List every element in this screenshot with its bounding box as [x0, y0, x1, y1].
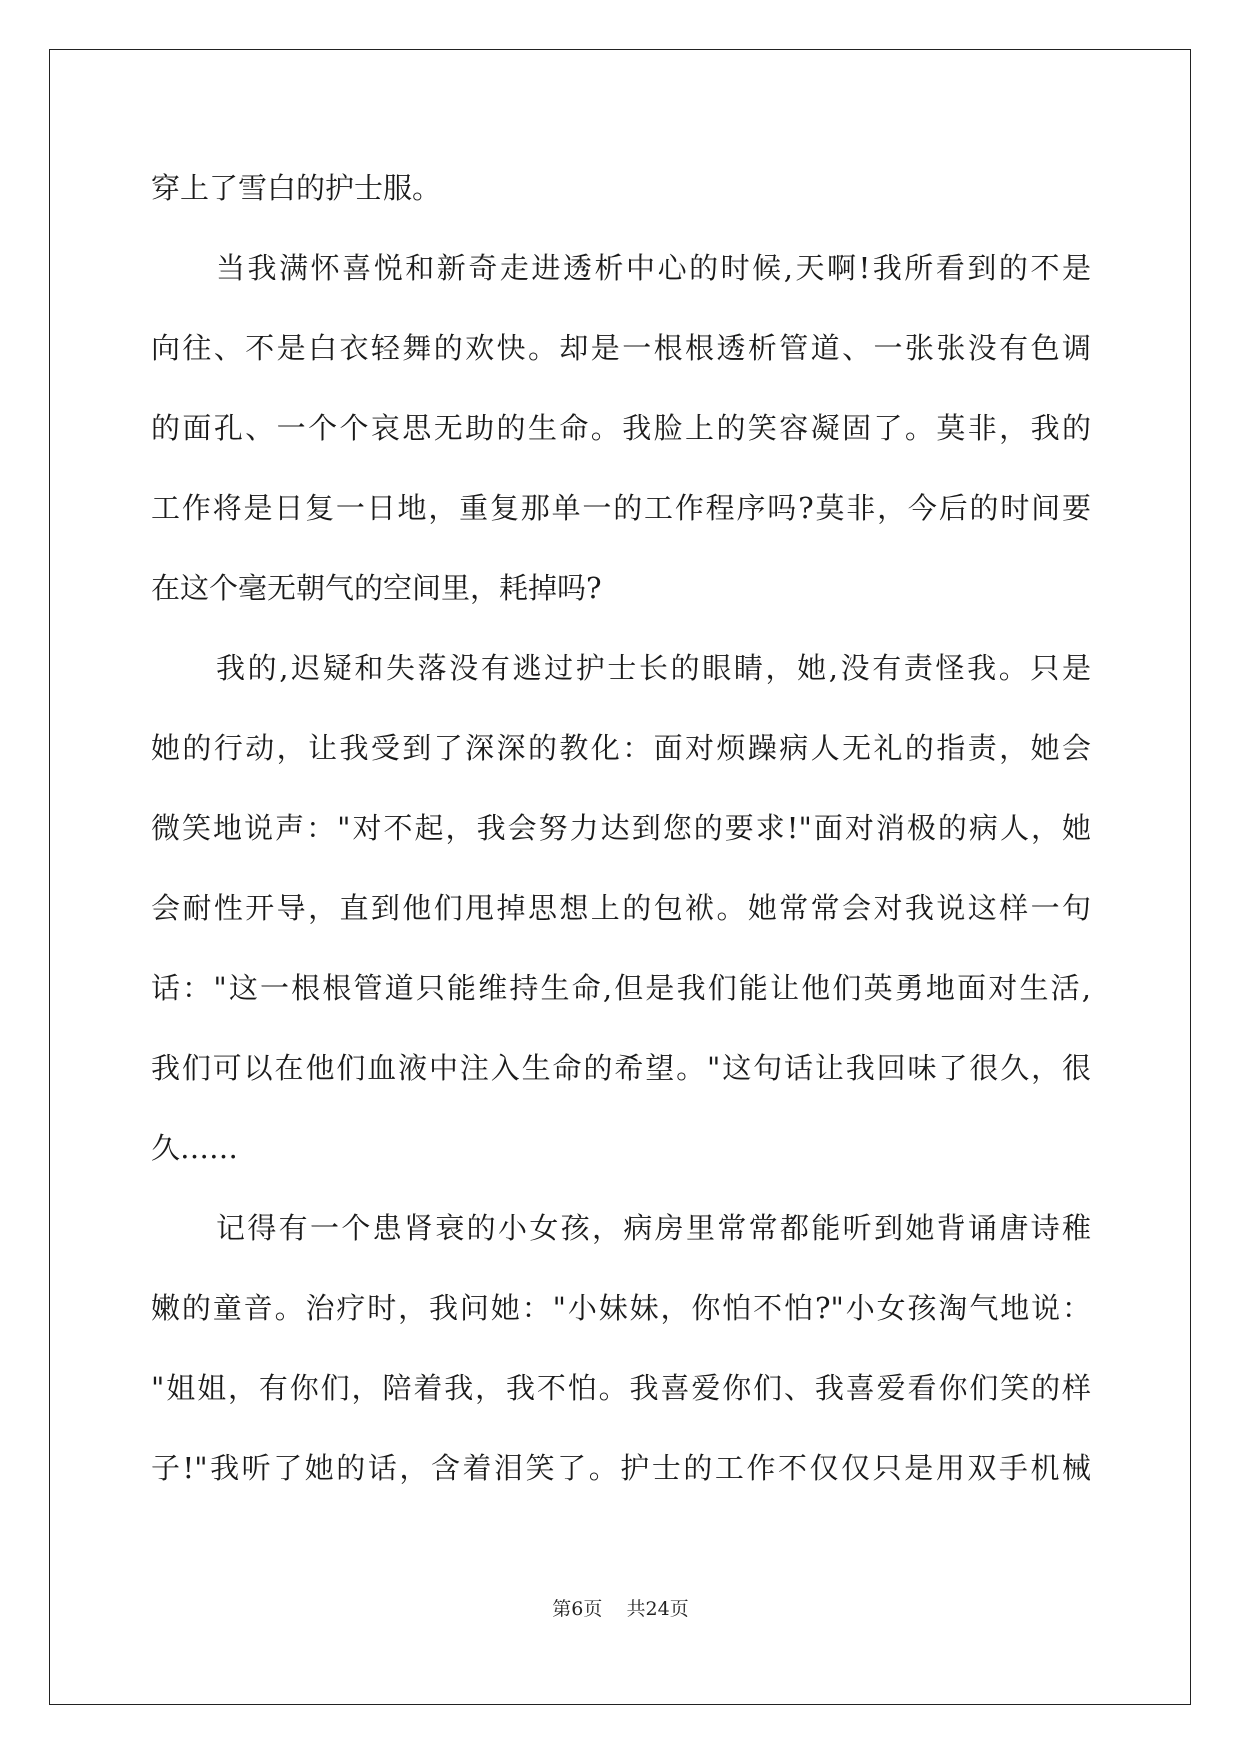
- text-line: 我们可以在他们血液中注入生命的希望。"这句话让我回味了很久，很: [151, 1051, 1091, 1085]
- text-line: 子!"我听了她的话，含着泪笑了。护士的工作不仅仅只是用双手机械: [151, 1451, 1091, 1485]
- text-line: 她的行动，让我受到了深深的教化：面对烦躁病人无礼的指责，她会: [151, 731, 1091, 765]
- paragraph-first-line: 当我满怀喜悦和新奇走进透析中心的时候,天啊!我所看到的不是: [216, 251, 1091, 285]
- page-number-footer: 第6页 共24页: [552, 1598, 689, 1620]
- text-line: 工作将是日复一日地，重复那单一的工作程序吗?莫非，今后的时间要: [151, 491, 1091, 525]
- text-line: 话："这一根根管道只能维持生命,但是我们能让他们英勇地面对生活,: [151, 971, 1091, 1005]
- paragraph-first-line: 记得有一个患肾衰的小女孩，病房里常常都能听到她背诵唐诗稚: [216, 1211, 1091, 1245]
- text-line: 穿上了雪白的护士服。: [151, 171, 442, 205]
- text-line: 久……: [151, 1131, 239, 1165]
- text-line: "姐姐，有你们，陪着我，我不怕。我喜爱你们、我喜爱看你们笑的样: [151, 1371, 1091, 1405]
- text-line: 微笑地说声："对不起，我会努力达到您的要求!"面对消极的病人，她: [151, 811, 1091, 845]
- text-line: 的面孔、一个个哀思无助的生命。我脸上的笑容凝固了。莫非，我的: [151, 411, 1091, 445]
- text-line: 嫩的童音。治疗时，我问她："小妹妹，你怕不怕?"小女孩淘气地说：: [151, 1291, 1091, 1325]
- text-line: 在这个毫无朝气的空间里，耗掉吗?: [151, 571, 602, 605]
- text-line: 向往、不是白衣轻舞的欢快。却是一根根透析管道、一张张没有色调: [151, 331, 1091, 365]
- paragraph-first-line: 我的,迟疑和失落没有逃过护士长的眼睛，她,没有责怪我。只是: [216, 651, 1091, 685]
- text-line: 会耐性开导，直到他们甩掉思想上的包袱。她常常会对我说这样一句: [151, 891, 1091, 925]
